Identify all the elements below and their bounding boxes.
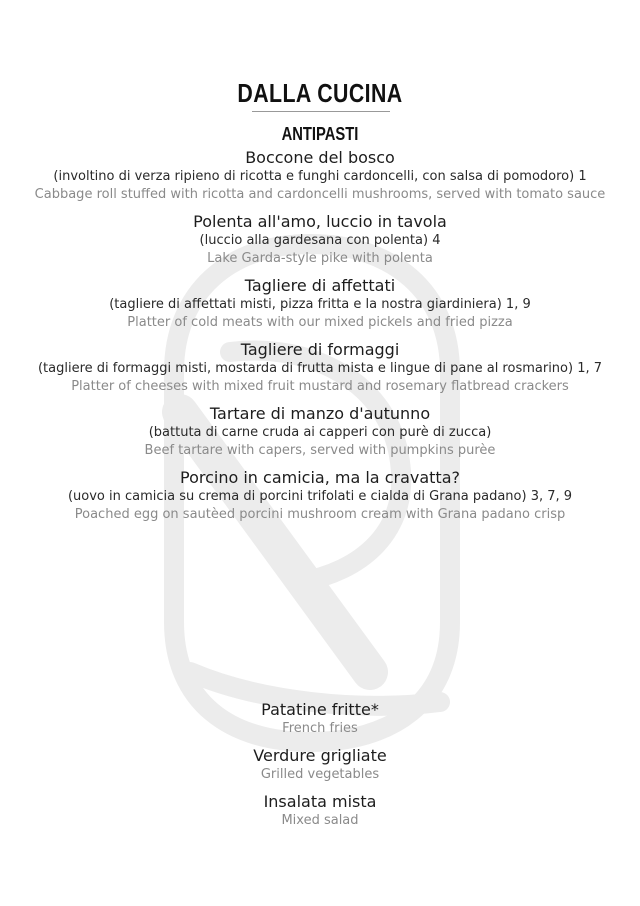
dish-description: (uovo in camicia su crema di porcini trifolati e cialda di Grana padano) 3, 7, 9	[67, 489, 573, 504]
dish-translation: Cabbage roll stuffed with ricotta and cardoncelli mushrooms, served with tomato sauce	[34, 187, 606, 202]
side-translation: Grilled vegetables	[260, 767, 380, 782]
menu-item	[0, 148, 640, 204]
dish-name: Tartare di manzo d'autunno	[209, 404, 431, 423]
dish-name: Tagliere di affettati	[244, 276, 396, 295]
dish-name: Porcino in camicia, ma la cravatta?	[180, 468, 460, 487]
dish-translation: Lake Garda-style pike with polenta	[207, 251, 433, 266]
dish-translation: Platter of cheeses with mixed fruit mustard and rosemary flatbread crackers	[71, 379, 569, 394]
dish-description: (tagliere di formaggi misti, mostarda di frutta mista e lingue di pane al rosmarino) 1, 7	[37, 361, 603, 376]
menu-item	[0, 340, 640, 396]
dish-translation: Beef tartare with capers, served with pumpkins purèe	[144, 443, 496, 458]
section-title: ANTIPASTI	[281, 124, 359, 144]
side-item	[0, 700, 640, 738]
side-item	[0, 792, 640, 830]
side-name: Insalata mista	[263, 792, 377, 811]
side-translation: French fries	[282, 721, 358, 736]
dish-description: (battuta di carne cruda ai capperi con purè di zucca)	[148, 425, 492, 440]
side-name: Verdure grigliate	[253, 746, 387, 765]
dish-name: Boccone del bosco	[245, 148, 395, 167]
dish-description: (luccio alla gardesana con polenta) 4	[199, 233, 441, 248]
dish-name: Polenta all'amo, luccio in tavola	[193, 212, 447, 231]
menu-item	[0, 468, 640, 524]
menu-item	[0, 212, 640, 268]
title-divider	[252, 111, 390, 112]
dish-translation: Poached egg on sautèed porcini mushroom cream with Grana padano crisp	[74, 507, 566, 522]
dish-description: (involtino di verza ripieno di ricotta e funghi cardoncelli, con salsa di pomodoro) 1	[53, 169, 587, 184]
menu-item	[0, 276, 640, 332]
menu-item	[0, 404, 640, 460]
side-translation: Mixed salad	[281, 813, 359, 828]
dish-translation: Platter of cold meats with our mixed pickels and fried pizza	[127, 315, 513, 330]
side-name: Patatine fritte*	[261, 700, 379, 719]
dish-description: (tagliere di affettati misti, pizza fritta e la nostra giardiniera) 1, 9	[109, 297, 531, 312]
page-title: DALLA CUCINA	[237, 78, 403, 108]
dish-name: Tagliere di formaggi	[240, 340, 400, 359]
side-item	[0, 746, 640, 784]
